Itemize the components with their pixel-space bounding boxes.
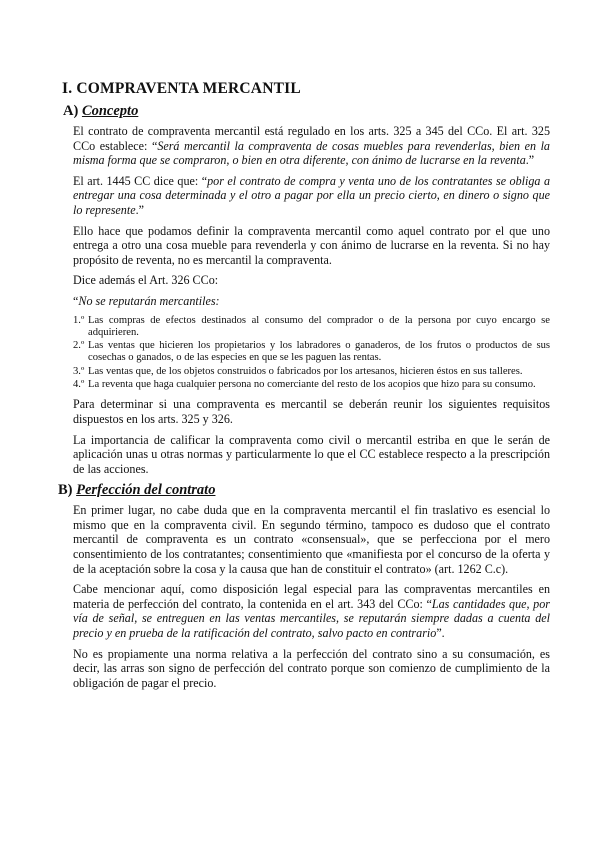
paragraph-2: [73, 174, 550, 218]
paragraph-7: La importancia de calificar la compraventa como civil o mercantil estriba en que le serán de aplicación unas u otras normas y particularmente lo que el CC establece respecto a la prescripción de las acciones.: [73, 432, 550, 476]
paragraph-6: Para determinar si una compraventa es mercantil se deberán reunir los siguientes requisitos dispuestos en los arts. 325 y 326.: [73, 397, 550, 426]
list-item: [73, 315, 550, 340]
p9-text: Cabe mencionar aquí, como disposición legal especial para las compraventas mercantiles en materia de perfección del contrato, la contenida en el art. 343 del CCo: “: [73, 582, 550, 611]
list-item: [73, 340, 550, 365]
p5-quote: No se reputarán mercantiles:: [78, 293, 220, 308]
paragraph-8: En primer lugar, no cabe duda que en la compraventa mercantil el fin traslativo es esencial lo mismo que en la compraventa civil. En segundo término, tampoco es dudoso que el contrato mercantil de compraventa es un contrato «consensual», que se perfecciona por el mero consentimiento de los contratantes; consentimiento que «manifiesta por el concurso de la oferta y de la aceptación sobre la cosa y la causa que han de constituir el contrato» (art. 1262 C.c).: [73, 503, 550, 576]
p5-open-quote: “: [73, 293, 79, 308]
paragraph-5: [73, 294, 550, 309]
p1-end: .”: [525, 153, 535, 168]
section-b-title: Perfección del contrato: [76, 482, 216, 499]
p2-end: .”: [135, 202, 144, 217]
list-item: [73, 366, 550, 378]
list-item-text: La reventa que haga cualquier persona no comerciante del resto de los acopios que hizo para su consumo.: [88, 379, 536, 391]
section-b-body: [73, 503, 550, 690]
exclusions-list: [73, 315, 550, 392]
p1-text: El contrato de compraventa mercantil está regulado en los arts. 325 a 345 del CCo. El art. 325 CCo establece: “: [73, 124, 550, 153]
p2-quote: por el contrato de compra y venta uno de los contratantes se obliga a entregar una cosa determinada y el otro a pagar por ella un precio cierto, en dinero o signo que lo represente: [73, 173, 550, 217]
section-b-heading: [58, 482, 550, 499]
paragraph-3: Ello hace que podamos definir la compraventa mercantil como aquel contrato por el que uno entrega a otro una cosa mueble para revenderla y con ánimo de lucrarse en la reventa. Si no hay propósito de reventa, no es mercantil la compraventa.: [73, 223, 550, 267]
p9-end: ”.: [436, 626, 445, 641]
list-item-number: 4.º: [73, 379, 85, 391]
section-a-body: [73, 124, 550, 476]
section-a-letter: A): [63, 103, 79, 119]
paragraph-9: [73, 582, 550, 640]
main-heading: I. COMPRAVENTA MERCANTIL: [62, 80, 301, 97]
paragraph-4: Dice además el Art. 326 CCo:: [73, 273, 219, 288]
paragraph-1: [73, 124, 550, 168]
list-item: [73, 379, 550, 391]
section-b-letter: B): [58, 482, 73, 499]
p2-text: El art. 1445 CC dice que: “: [73, 173, 208, 188]
list-item-text: Las compras de efectos destinados al consumo del comprador o de la persona por cuyo encargo se adquirieren.: [88, 314, 550, 338]
document-page: [58, 80, 550, 696]
list-item-number: 3.º: [73, 365, 85, 377]
list-item-text: Las ventas que, de los objetos construidos o fabricados por los artesanos, hicieren éstos en sus talleres.: [88, 365, 523, 377]
paragraph-10: No es propiamente una norma relativa a la perfección del contrato sino a su consumación, es decir, las arras son signo de perfección del contrato porque son comienzo de cumplimiento de la obligación de pagar el precio.: [73, 646, 550, 690]
p9-quote: Las cantidades que, por vía de señal, se entreguen en las ventas mercantiles, se reputarán siempre dadas a cuenta del precio y en prueba de la ratificación del contrato, salvo pacto en contrario: [73, 596, 550, 641]
list-item-number: 2.º: [73, 340, 85, 352]
list-item-number: 1.º: [73, 314, 85, 326]
section-a-heading: [63, 103, 550, 120]
list-item-text: Las ventas que hicieren los propietarios y los labradores o ganaderos, de los frutos o productos de sus cosechas o ganados, o de las especies en que se les paguen las rentas.: [88, 340, 550, 364]
section-a-title: Concepto: [81, 103, 139, 119]
p1-quote: Será mercantil la compraventa de cosas muebles para revenderlas, bien en la misma forma que se compraron, o bien en otra diferente, con ánimo de lucrarse en la reventa: [73, 138, 550, 168]
